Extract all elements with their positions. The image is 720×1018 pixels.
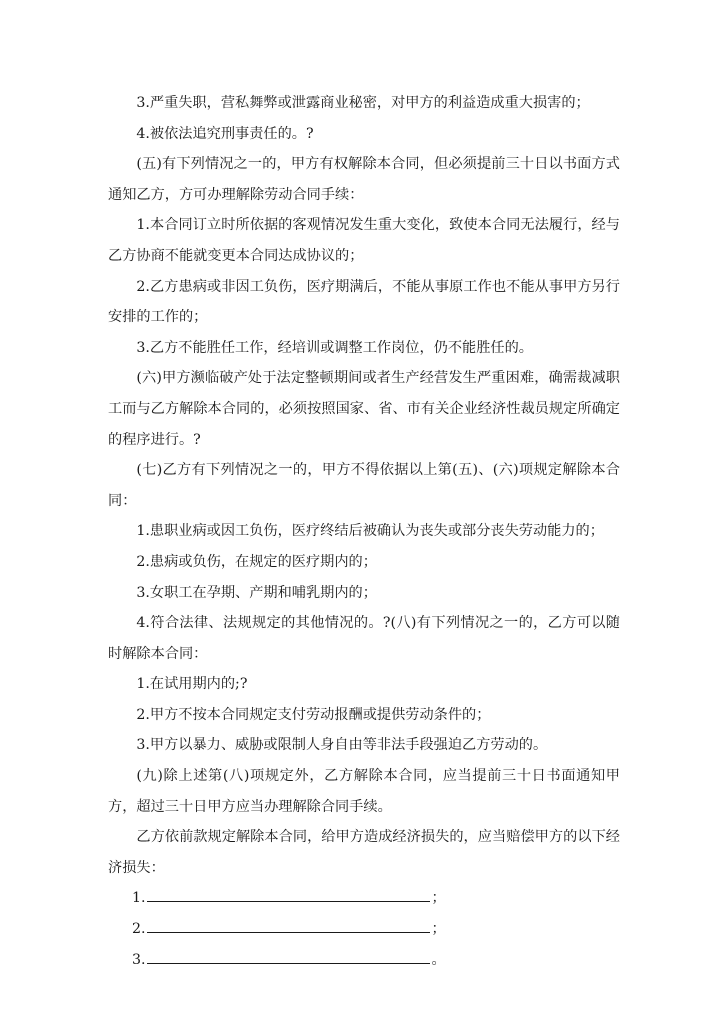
clause-paragraph: 1.在试用期内的;?	[136, 676, 248, 693]
fill-in-underline	[147, 916, 430, 933]
clause-paragraph: 4.符合法律、法规规定的其他情况的。?(八)有下列情况之一的，乙方可以随时解除本合同：	[108, 615, 620, 662]
clause-paragraph: 3.女职工在孕期、产期和哺乳期内的；	[136, 584, 377, 601]
loss-item-number: 1.	[132, 890, 146, 907]
clause-paragraph: 1.本合同订立时所依据的客观情况发生重大变化，致使本合同无法履行，经与乙方协商不能就变更本合同达成协议的；	[108, 217, 620, 264]
clause-paragraph: 乙方依前款规定解除本合同，给甲方造成经济损失的，应当赔偿甲方的以下经济损失：	[108, 829, 620, 876]
loss-item-blank	[108, 914, 620, 945]
clause-paragraph: (六)甲方濒临破产处于法定整顿期间或者生产经营发生严重困难，确需裁减职工而与乙方解除本合同的，必须按照国家、省、市有关企业经济性裁员规定所确定的程序进行。?	[108, 370, 620, 448]
loss-item-end-punct: ；	[431, 921, 446, 938]
loss-item-number: 2.	[132, 921, 146, 938]
clause-paragraph: 2.患病或负伤，在规定的医疗期内的；	[136, 553, 377, 570]
clause-paragraph: 3.乙方不能胜任工作，经培训或调整工作岗位，仍不能胜任的。	[136, 339, 533, 356]
clause-paragraph: (七)乙方有下列情况之一的，甲方不得依据以上第(五)、(六)项规定解除本合同：	[108, 462, 620, 509]
clause-paragraph: 2.乙方患病或非因工负伤，医疗期满后，不能从事原工作也不能从事甲方另行安排的工作的；	[108, 278, 620, 326]
clause-paragraph: (九)除上述第(八)项规定外，乙方解除本合同，应当提前三十日书面通知甲方，超过三十日甲方应当办理解除合同手续。	[108, 768, 620, 815]
loss-item-number: 3.	[132, 951, 146, 968]
clause-paragraph: 2.甲方不按本合同规定支付劳动报酬或提供劳动条件的；	[136, 706, 491, 723]
loss-item-end-punct: ；	[431, 890, 446, 907]
clause-paragraph: 1.患职业病或因工负伤，医疗终结后被确认为丧失或部分丧失劳动能力的；	[136, 523, 604, 540]
loss-item-blank	[108, 883, 620, 914]
document-body	[108, 88, 620, 975]
clause-paragraph: 3.甲方以暴力、威胁或限制人身自由等非法手段强迫乙方劳动的。	[136, 737, 548, 754]
fill-in-underline	[147, 885, 430, 902]
clause-paragraph: 3.严重失职，营私舞弊或泄露商业秘密，对甲方的利益造成重大损害的；	[136, 95, 590, 111]
loss-item-blank	[108, 945, 620, 976]
clause-paragraph: 4.被依法追究刑事责任的。?	[136, 125, 314, 142]
fill-in-underline	[147, 947, 430, 964]
clause-paragraph: (五)有下列情况之一的，甲方有权解除本合同，但必须提前三十日以书面方式通知乙方，方可办理解除劳动合同手续：	[108, 156, 620, 203]
loss-item-end-punct: 。	[431, 951, 446, 968]
